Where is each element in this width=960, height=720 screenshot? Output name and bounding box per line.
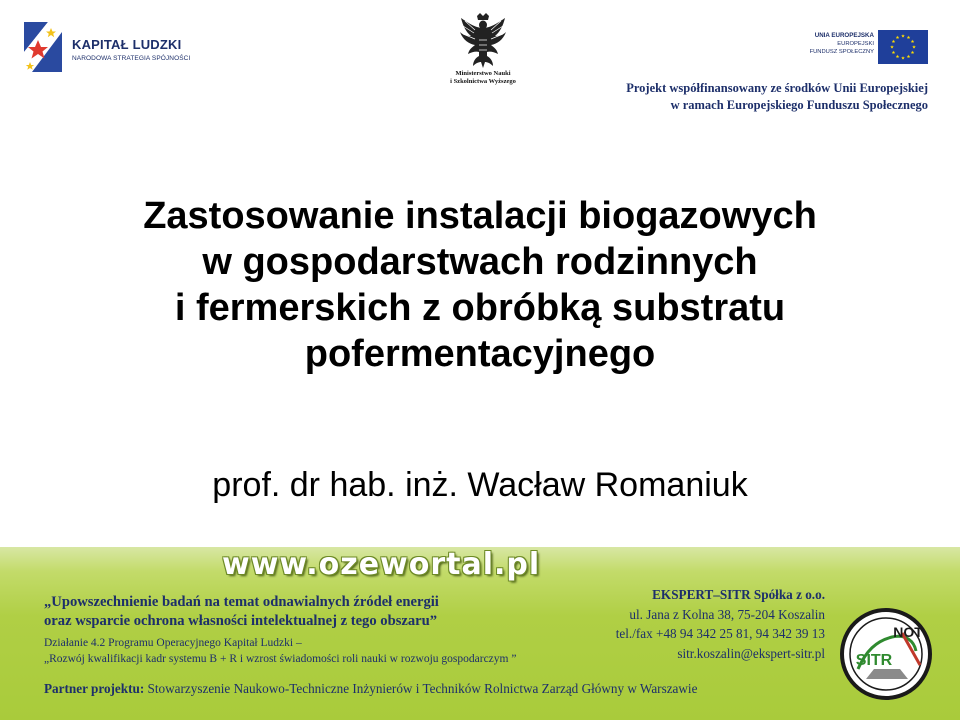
logo-bottom-text: SITR <box>855 652 893 669</box>
eu-logo-text <box>796 31 874 56</box>
eu-fund-label1: EUROPEJSKI <box>837 41 874 47</box>
company-phone: tel./fax +48 94 342 25 81, 94 342 39 13 <box>615 626 825 642</box>
title-line1: Zastosowanie instalacji biogazowych <box>143 195 817 237</box>
ministry-name-line1: Ministerstwo Nauki <box>455 70 511 77</box>
partner-label: Partner projektu: <box>44 681 145 696</box>
not-sitr-logo-icon <box>836 607 936 701</box>
kapital-ludzki-emblem-icon <box>18 18 66 76</box>
project-partner <box>44 681 697 697</box>
company-name: EKSPERT–SITR Spółka z o.o. <box>652 587 825 602</box>
program-info <box>44 635 516 667</box>
footer-banner <box>0 547 960 720</box>
contact-info <box>560 585 825 663</box>
author-name: prof. dr hab. inż. Wacław Romaniuk <box>212 466 748 504</box>
kapital-ludzki-title: KAPITAŁ LUDZKI <box>72 37 182 52</box>
eu-flag-icon <box>878 30 928 64</box>
website-link[interactable]: www.ozewortal.pl <box>222 547 541 582</box>
ministry-name-line2: i Szkolnictwa Wyższego <box>450 78 516 85</box>
logo-top-text: NOT <box>893 624 923 640</box>
company-address: ul. Jana z Kolna 38, 75-204 Koszalin <box>629 606 825 622</box>
eagle-emblem-icon <box>457 12 509 70</box>
campaign-title <box>44 593 439 631</box>
partner-name: Stowarzyszenie Naukowo-Techniczne Inżynierów i Techników Rolnictwa Zarząd Główny w Warszawie <box>144 681 698 696</box>
company-email[interactable]: sitr.koszalin@ekspert-sitr.pl <box>677 645 825 661</box>
project-funding-line1: Projekt współfinansowany ze środków Unii Europejskiej <box>626 81 928 95</box>
project-funding-note <box>626 80 928 114</box>
kapital-ludzki-subtitle: NARODOWA STRATEGIA SPÓJNOŚCI <box>72 55 191 62</box>
program-info-line1: Działanie 4.2 Programu Operacyjnego Kapitał Ludzki – <box>44 637 302 649</box>
title-line3: i fermerskich z obróbką substratu <box>174 287 786 329</box>
project-funding-line2: w ramach Europejskiego Funduszu Społecznego <box>670 98 928 112</box>
campaign-title-line1: „Upowszechnienie badań na temat odnawialnych źródeł energii <box>44 594 439 610</box>
title-line2: w gospodarstwach rodzinnych <box>202 241 758 283</box>
eu-fund-label2: FUNDUSZ SPOŁECZNY <box>809 49 874 55</box>
eu-union-label: UNIA EUROPEJSKA <box>814 32 874 39</box>
program-info-line2: „Rozwój kwalifikacji kadr systemu B + R i wzrost świadomości roli nauki w rozwoju gospodarczym ” <box>44 653 517 665</box>
kapital-ludzki-logo <box>18 18 208 80</box>
eu-logo <box>796 30 931 66</box>
campaign-title-line2: oraz wsparcie ochrona własności intelektualnej z tego obszaru” <box>44 613 438 629</box>
presentation-title <box>0 193 960 377</box>
ministry-logo <box>428 12 538 94</box>
title-line4: pofermentacyjnego <box>304 333 656 375</box>
